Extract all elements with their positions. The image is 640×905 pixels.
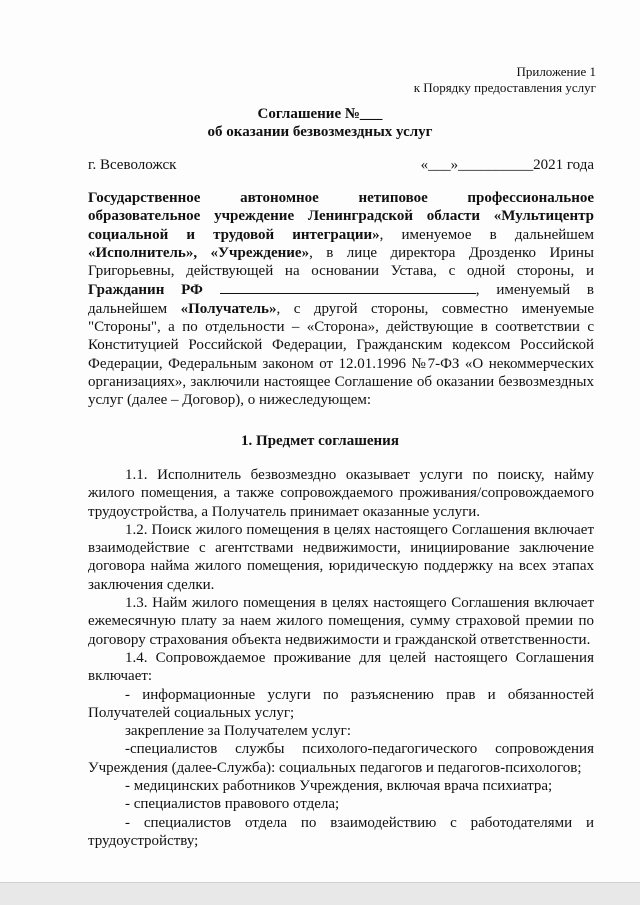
clause-1-4: 1.4. Сопровождаемое проживание для целей настоящего Соглашения включает: <box>88 649 594 685</box>
organization-name: Государственное автономное нетиповое профессиональное образовательное учреждение Ленинградской области «Мультицентр социальной и трудовой интеграции» <box>88 190 594 243</box>
list-item-legal-specialists: - специалистов правового отдела; <box>125 796 340 813</box>
date: «___»__________2021 года <box>420 157 594 173</box>
executor-term: «Исполнитель», «Учреждение» <box>88 244 310 261</box>
preamble-text-2: , в лице директора Дрозденко Ирины Григорьевны, действующей на основании Устава, с одной стороны, и <box>88 244 594 280</box>
title-line-1: Соглашение №___ <box>257 106 383 122</box>
appendix-line-2: к Порядку предоставления услуг <box>413 80 596 95</box>
preamble <box>88 189 594 410</box>
appendix-line-1: Приложение 1 <box>516 64 596 79</box>
list-item-assignment: закрепление за Получателем услуг: <box>125 723 351 740</box>
place-date-row <box>88 156 594 174</box>
appendix-note <box>414 64 596 96</box>
list-item-employment-specialists: - специалистов отдела по взаимодействию с работодателями и трудоустройству; <box>88 814 594 849</box>
preamble-paragraph <box>88 189 594 410</box>
preamble-text-3: , именуемый в дальнейшем <box>88 282 595 317</box>
recipient-term: «Получатель» <box>180 300 277 317</box>
section-1-title: 1. Предмет соглашения <box>241 433 399 449</box>
citizen-term: Гражданин РФ <box>88 282 203 299</box>
list-item-medical-staff: - медицинских работников Учреждения, включая врача психиатра; <box>125 778 553 795</box>
scan-bottom-edge <box>0 882 640 905</box>
preamble-text-1: , именуемое в дальнейшем <box>379 226 594 243</box>
clause-1-1: 1.1. Исполнитель безвозмездно оказывает услуги по поиску, найму жилого помещения, а также сопровождаемого проживания/сопровождаемого трудоустройства, а Получатель принимает оказанные услуги. <box>88 467 594 520</box>
document-title <box>0 105 640 141</box>
preamble-text-4: , с другой стороны, совместно именуемые "Стороны", а по отдельности – «Сторона», действующие в соответствии с Конституцией Российской Федерации, Гражданским кодексом Российской Федерации, Федеральным законом от 12.01.1996 №7-ФЗ «О некоммерческих организациях», заключили настоящее Соглашение об оказании безвозмездных услуг (далее – Договор), о нижеследующем: <box>88 300 594 409</box>
clause-1-2: 1.2. Поиск жилого помещения в целях настоящего Соглашения включает взаимодействие с агентствами недвижимости, инициирование заключение договора найма жилого помещения, юридическую поддержку на всех этапах заключения сделки. <box>88 521 594 593</box>
recipient-name-blank <box>220 280 476 294</box>
place: г. Всеволожск <box>88 157 177 173</box>
section-1-clauses <box>88 466 594 850</box>
list-item-info-services: - информационные услуги по разъяснению прав и обязанностей Получателей социальных услуг; <box>88 686 594 721</box>
list-item-service-specialists: -специалистов службы психолого-педагогического сопровождения Учреждения (далее-Служба): социальных педагогов и педагогов-психологов; <box>88 741 594 776</box>
title-line-2: об оказании безвозмездных услуг <box>207 124 433 140</box>
clause-1-3: 1.3. Найм жилого помещения в целях настоящего Соглашения включает ежемесячную плату за наем жилого помещения, сумму страховой премии по договору страхования объекта недвижимости и гражданской ответственности. <box>88 595 594 648</box>
